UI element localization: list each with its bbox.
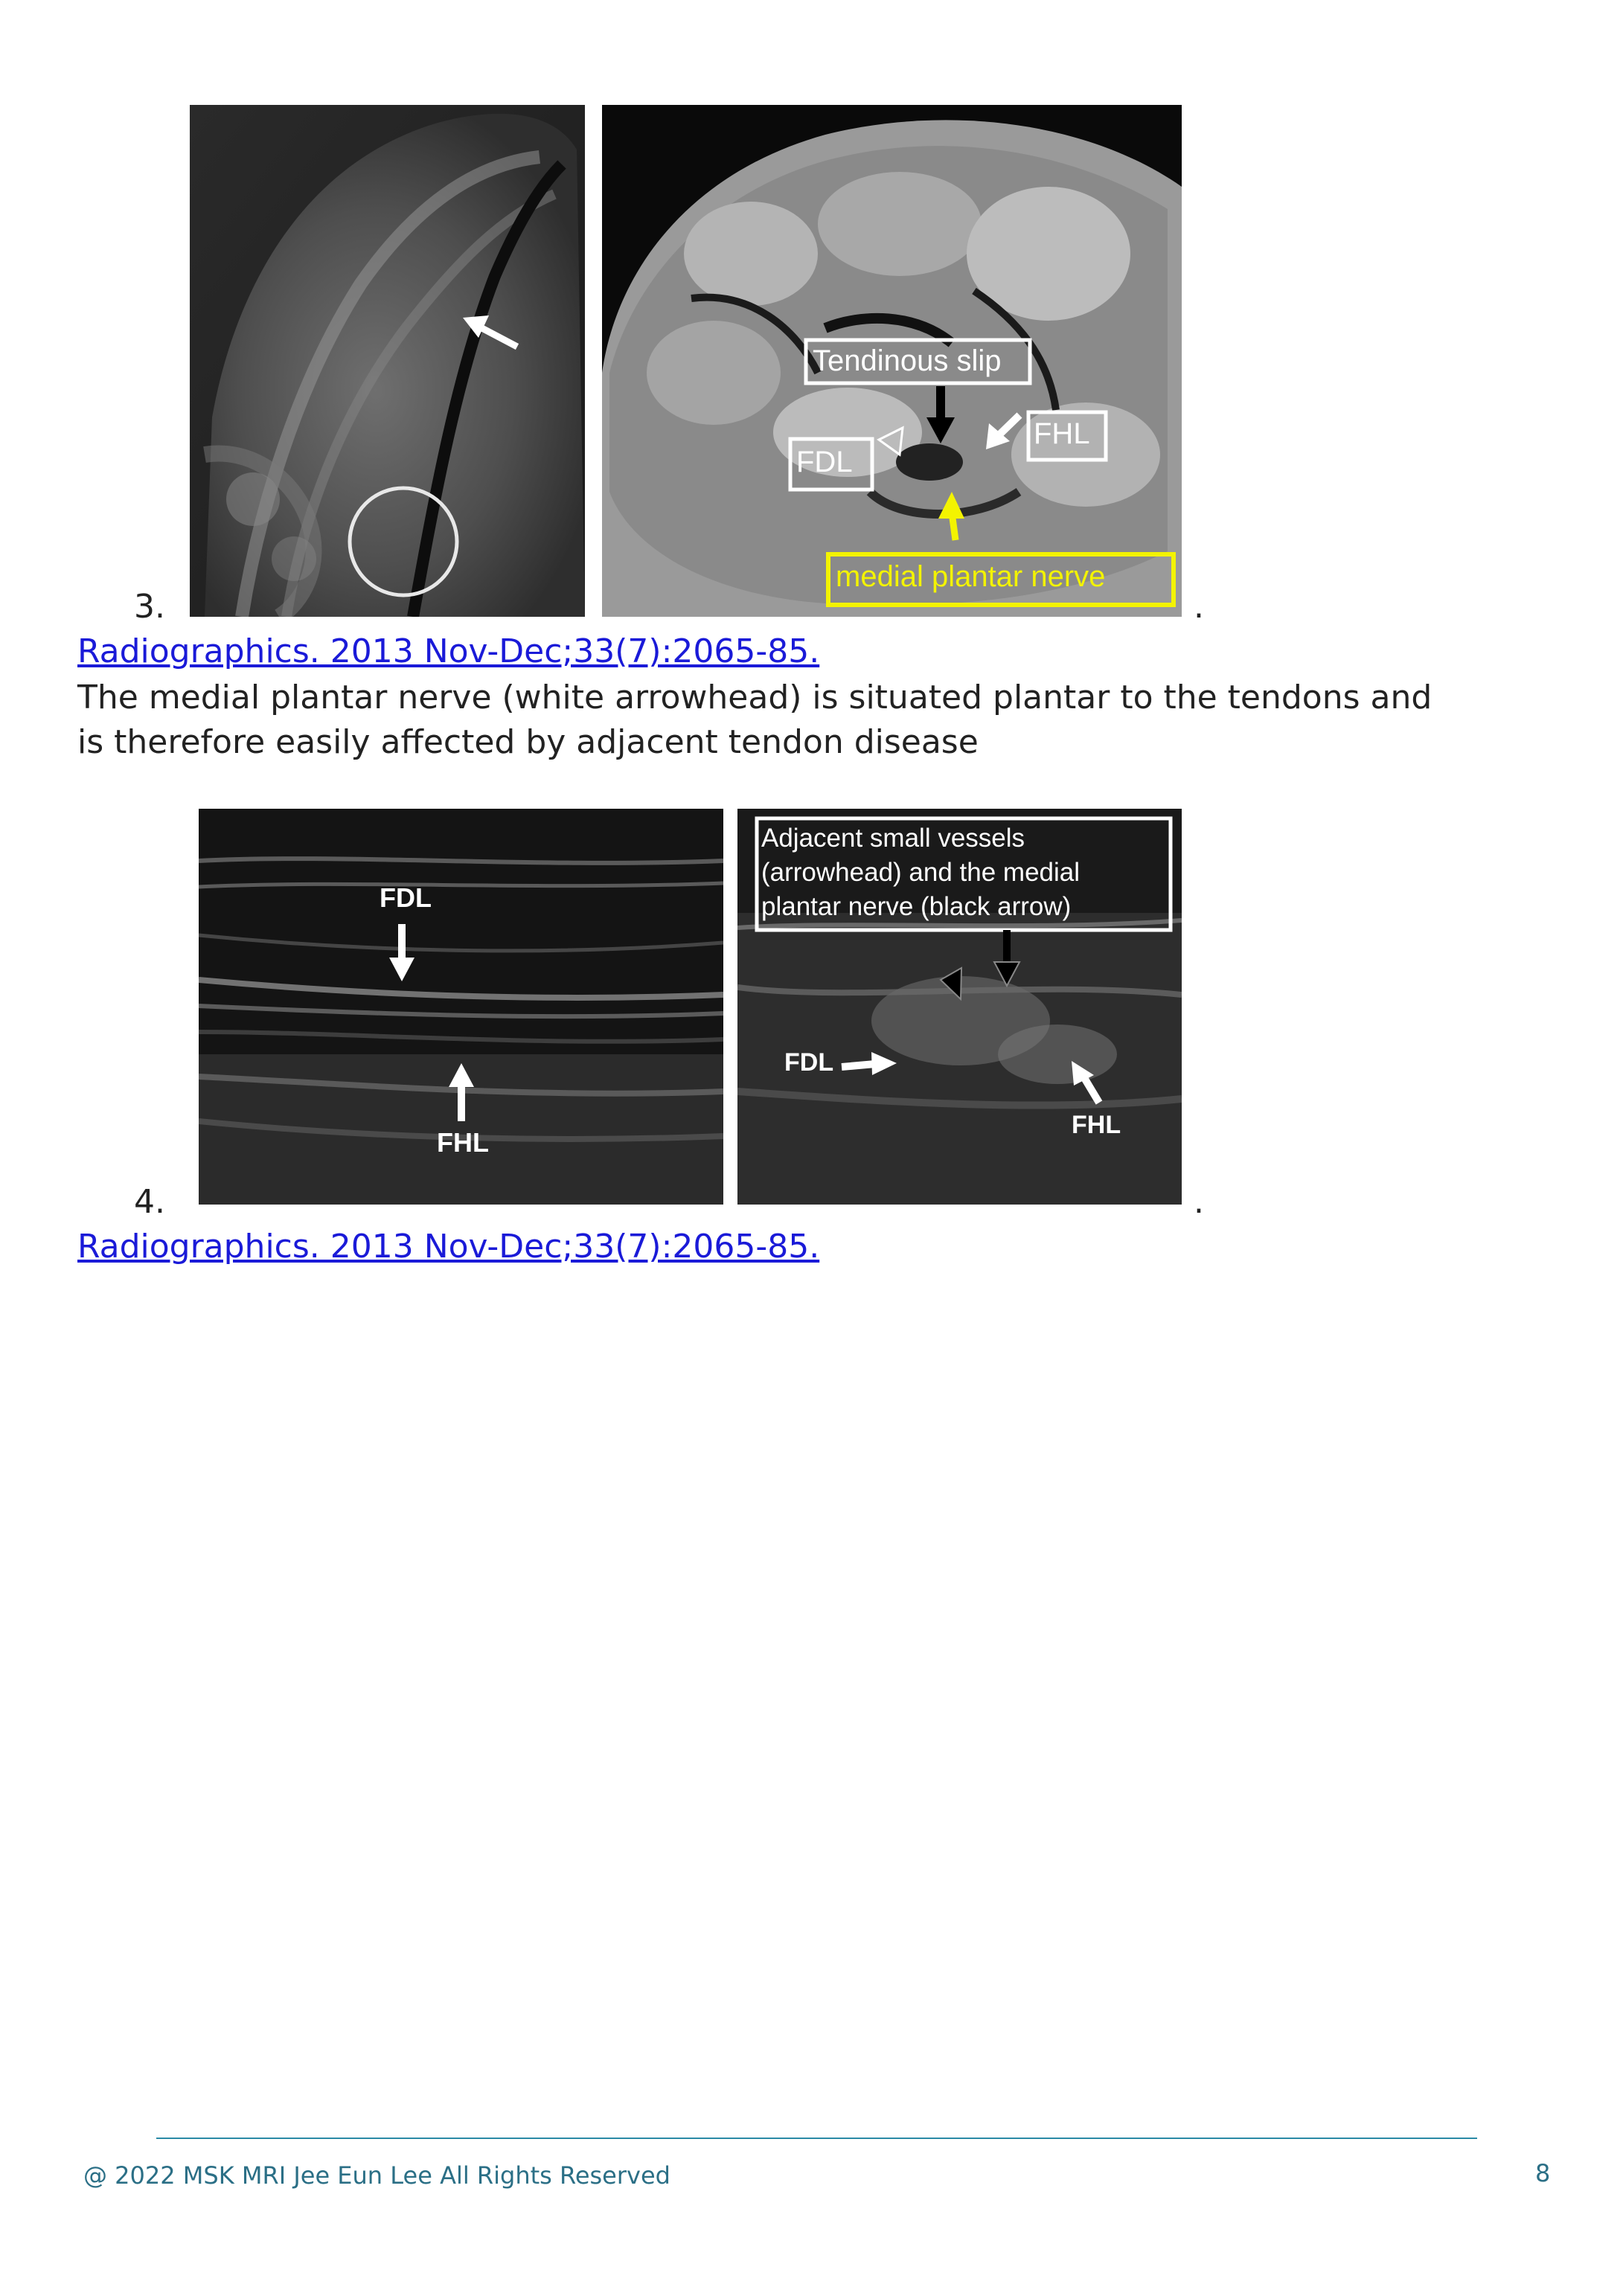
figure4-note-line2: (arrowhead) and the medial <box>761 858 1081 887</box>
figure4-right-fhl-text: FHL <box>1072 1111 1121 1139</box>
figure4-right-fdl-text: FDL <box>784 1048 834 1077</box>
figure3-axial-mri <box>602 105 1182 617</box>
footer-page-number: 8 <box>1535 2159 1551 2187</box>
figure3-caption <box>77 676 1623 765</box>
figure3-number: 3. <box>134 588 165 626</box>
figure4-left-fdl-text: FDL <box>380 882 432 913</box>
figure3-nerve-text: medial plantar nerve <box>836 560 1106 593</box>
figure3-caption-line2: is therefore easily affected by adjacent tendon disease <box>77 723 979 761</box>
figure3-tendinous-slip-text: Tendinous slip <box>813 344 1002 377</box>
figure4-left-fhl-text: FHL <box>437 1127 489 1158</box>
figure4-ultrasound-transverse <box>737 809 1182 1205</box>
figure3-sagittal-mri <box>190 105 585 617</box>
figure4-ultrasound-longitudinal <box>199 809 723 1205</box>
figure3-fhl-text: FHL <box>1034 417 1090 450</box>
figure3-trailing-dot: . <box>1194 588 1204 626</box>
figure3-fdl-text: FDL <box>796 446 853 478</box>
figure3-caption-line1: The medial plantar nerve (white arrowhead) is situated plantar to the tendons and <box>77 679 1432 716</box>
figure4-note-line3: plantar nerve (black arrow) <box>761 892 1072 921</box>
figure4-trailing-dot: . <box>1194 1183 1204 1221</box>
figure3-citation-link[interactable]: Radiographics. 2013 Nov-Dec;33(7):2065-85. <box>77 632 820 670</box>
figure4-citation-link[interactable]: Radiographics. 2013 Nov-Dec;33(7):2065-85. <box>77 1228 820 1266</box>
footer-divider <box>156 2138 1477 2139</box>
figure4-number: 4. <box>134 1183 165 1221</box>
figure4-note-line1: Adjacent small vessels <box>761 824 1025 853</box>
figure4-note-text <box>761 821 1080 924</box>
footer-copyright: @ 2022 MSK MRI Jee Eun Lee All Rights Reserved <box>83 2161 670 2190</box>
